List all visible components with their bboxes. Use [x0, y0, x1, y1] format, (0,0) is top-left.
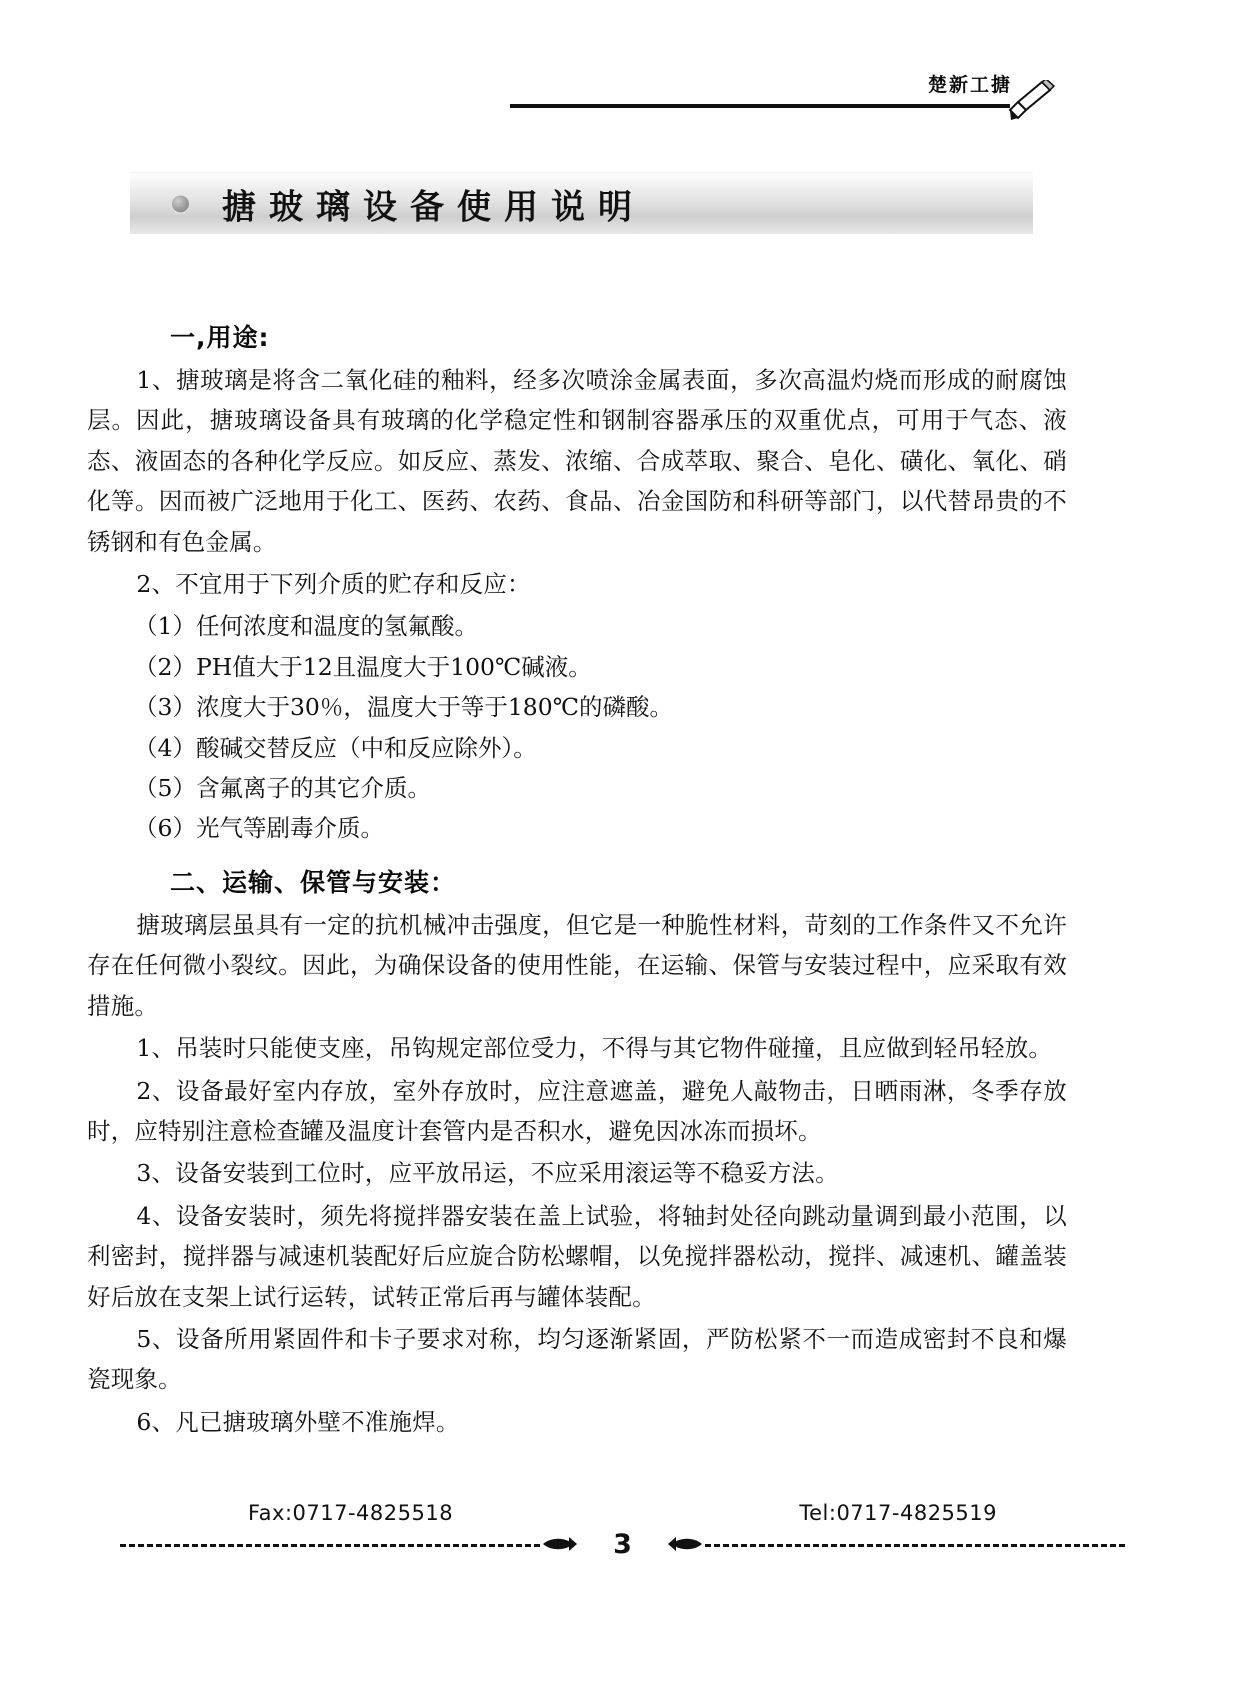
list-item: （2）PH值大于12且温度大于100℃碱液。	[134, 652, 592, 681]
list-item: （1）任何浓度和温度的氢氟酸。	[134, 612, 478, 641]
fax-number: Fax:0717-4825518	[248, 1501, 454, 1525]
paragraph: 2、不宜用于下列介质的贮存和反应：	[136, 570, 531, 599]
brand-name: 楚新工搪	[927, 74, 1012, 96]
section-heading-usage: 一,用途:	[170, 323, 270, 352]
page-number: 3	[613, 1529, 632, 1560]
paragraph: 2、设备最好室内存放，室外存放时，应注意遮盖，避免人敲物击，日晒雨淋，冬季存放时，应特别注意检查罐及温度计套管内是否积水，避免因冰冻而损坏。	[87, 1076, 1067, 1145]
pen-icon	[1008, 80, 1056, 122]
page-title: 搪玻璃设备使用说明	[222, 187, 645, 227]
paragraph: 5、设备所用紧固件和卡子要求对称，均匀逐渐紧固，严防松紧不一而造成密封不良和爆瓷现象。	[87, 1324, 1067, 1394]
list-item: （6）光气等剧毒介质。	[134, 814, 384, 843]
list-item: （5）含氟离子的其它介质。	[134, 774, 431, 803]
paragraph: 1、搪玻璃是将含二氧化硅的釉料，经多次喷涂金属表面，多次高温灼烧而形成的耐腐蚀层。因此，搪玻璃设备具有玻璃的化学稳定性和钢制容器承压的双重优点，可用于气态、液态、液固态的各种化学反应。如反应、蒸发、浓缩、合成萃取、聚合、皂化、磺化、氧化、硝化等。因而被广泛地用于化工、医药、农药、食品、冶金国防和科研等部门，以代替昂贵的不锈钢和有色金属。	[87, 366, 1067, 556]
list-item: （3）浓度大于30％，温度大于等于180℃的磷酸。	[134, 693, 673, 722]
list-item: （4）酸碱交替反应（中和反应除外）。	[134, 733, 537, 762]
paragraph: 1、吊装时只能使支座，吊钩规定部位受力，不得与其它物件碰撞，且应做到轻吊轻放。	[136, 1034, 1053, 1063]
paragraph: 3、设备安装到工位时，应平放吊运，不应采用滚运等不稳妥方法。	[136, 1159, 839, 1188]
section-heading-transport: 二、运输、保管与安装：	[170, 867, 457, 897]
paragraph: 4、设备安装时，须先将搅拌器安装在盖上试验，将轴封处径向跳动量调到最小范围，以利密封，搅拌器与减速机装配好后应旋合防松螺帽，以免搅拌器松动，搅拌、减速机、罐盖装好后放在支架上试行运转，试转正常后再与罐体装配。	[87, 1201, 1067, 1311]
paragraph: 搪玻璃层虽具有一定的抗机械冲击强度，但它是一种脆性材料，苛刻的工作条件又不允许存在任何微小裂纹。因此，为确保设备的使用性能，在运输、保管与安装过程中，应采取有效措施。	[87, 910, 1067, 1020]
header-rule	[510, 104, 1010, 108]
page-title-bar	[130, 172, 1033, 234]
page-footer	[0, 1501, 1245, 1571]
page-header	[510, 62, 1070, 122]
tel-number: Tel:0717-4825519	[799, 1501, 997, 1525]
document-body	[75, 300, 1075, 1444]
paragraph: 6、凡已搪玻璃外壁不准施焊。	[136, 1407, 460, 1436]
bullet-sphere-icon	[172, 195, 189, 212]
